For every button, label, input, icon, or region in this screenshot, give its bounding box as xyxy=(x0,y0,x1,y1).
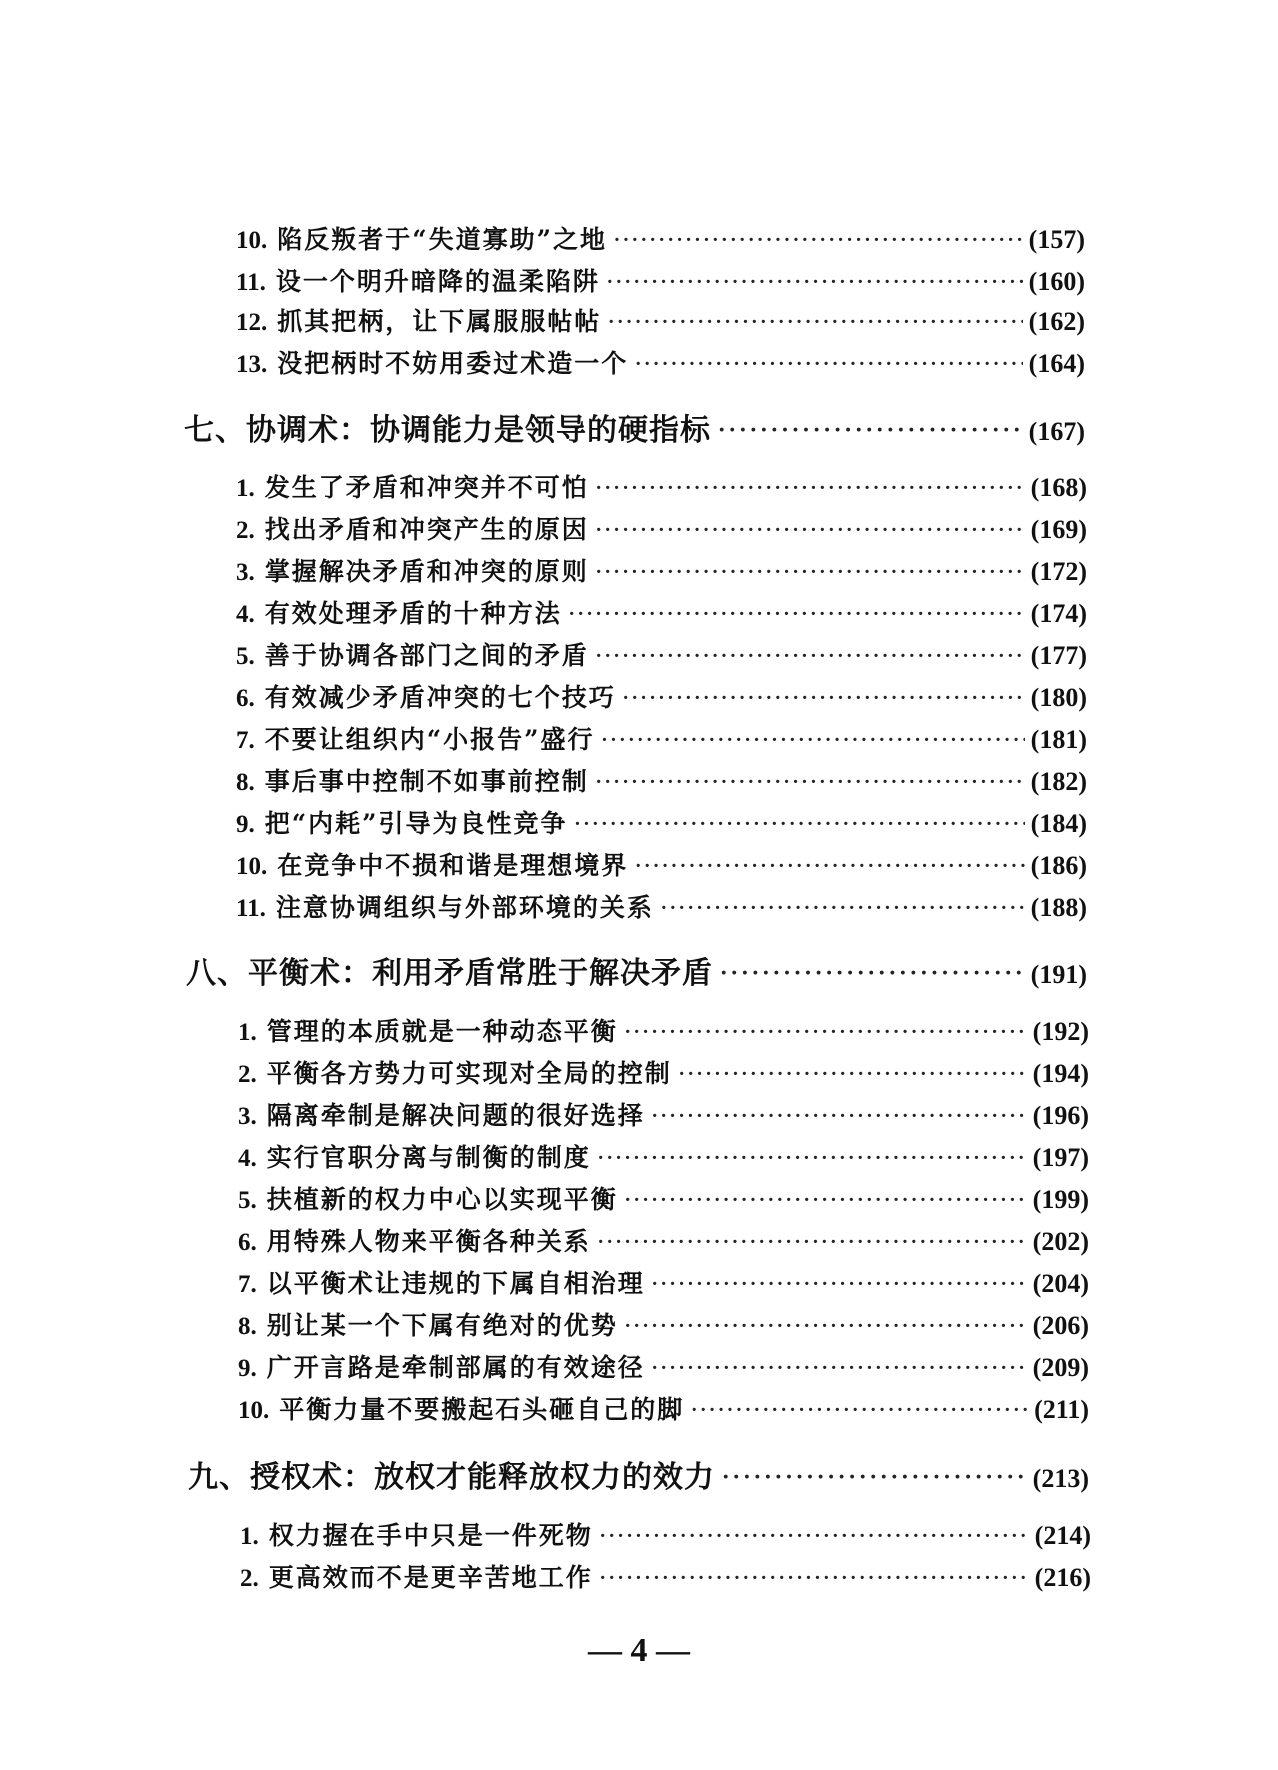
item-title: 抓其把柄，让下属服服帖帖 xyxy=(277,307,602,336)
item-number: 1. xyxy=(240,1523,259,1550)
item-title: 以平衡术让违规的下属自相治理 xyxy=(266,1269,645,1298)
item-title: 把“内耗”引导为良性竞争 xyxy=(264,809,568,838)
dot-leader xyxy=(719,956,1025,991)
toc-item xyxy=(236,344,1085,380)
item-title: 权力握在手中只是一件死物 xyxy=(268,1521,593,1550)
item-number: 4. xyxy=(236,601,255,628)
dot-leader xyxy=(595,515,1025,544)
dot-leader xyxy=(595,641,1025,670)
item-page: (162) xyxy=(1028,307,1085,336)
dot-leader xyxy=(717,413,1023,448)
dot-leader xyxy=(624,1017,1027,1046)
chapter-page: (191) xyxy=(1030,960,1087,989)
toc-item xyxy=(238,1012,1089,1048)
dot-leader xyxy=(651,1353,1027,1382)
item-page: (209) xyxy=(1032,1353,1089,1382)
item-page: (202) xyxy=(1032,1227,1089,1256)
item-title: 别让某一个下属有绝对的优势 xyxy=(266,1311,618,1340)
item-title: 掌握解决矛盾和冲突的原则 xyxy=(264,557,589,586)
item-number: 4. xyxy=(238,1145,257,1172)
item-number: 10. xyxy=(236,853,268,880)
item-page: (199) xyxy=(1032,1185,1089,1214)
item-page: (168) xyxy=(1030,473,1087,502)
item-page: (214) xyxy=(1034,1521,1091,1550)
item-page: (174) xyxy=(1030,599,1087,628)
dot-leader xyxy=(651,1101,1027,1130)
item-title: 有效减少矛盾冲突的七个技巧 xyxy=(264,683,616,712)
item-title: 没把柄时不妨用委过术造一个 xyxy=(277,349,629,378)
chapter-heading xyxy=(184,405,1085,449)
item-title: 更高效而不是更辛苦地工作 xyxy=(268,1563,593,1592)
toc-item xyxy=(238,1348,1089,1384)
dot-leader xyxy=(568,599,1025,628)
page-number-footer: — 4 — xyxy=(588,1632,690,1669)
toc-item xyxy=(236,762,1087,798)
chapter-title: 八、平衡术：利用矛盾常胜于解决矛盾 xyxy=(186,956,713,991)
toc-item xyxy=(236,220,1085,256)
item-title: 事后事中控制不如事前控制 xyxy=(264,767,589,796)
item-number: 6. xyxy=(236,685,255,712)
item-title: 实行官职分离与制衡的制度 xyxy=(266,1143,591,1172)
dot-leader xyxy=(595,473,1025,502)
item-page: (169) xyxy=(1030,515,1087,544)
item-page: (188) xyxy=(1030,893,1087,922)
item-title: 平衡各方势力可实现对全局的控制 xyxy=(266,1059,672,1088)
item-title: 扶植新的权力中心以实现平衡 xyxy=(266,1185,618,1214)
dot-leader xyxy=(721,1460,1027,1495)
item-page: (216) xyxy=(1034,1563,1091,1592)
item-number: 12. xyxy=(236,309,268,336)
dot-leader xyxy=(622,683,1025,712)
item-number: 3. xyxy=(238,1103,257,1130)
item-title: 陷反叛者于“失道寡助”之地 xyxy=(277,225,608,254)
item-page: (211) xyxy=(1034,1395,1089,1424)
toc-item xyxy=(238,1264,1089,1300)
toc-item xyxy=(238,1180,1089,1216)
item-title: 不要让组织内“小报告”盛行 xyxy=(264,725,595,754)
item-title: 在竞争中不损和谐是理想境界 xyxy=(277,851,629,880)
toc-item xyxy=(238,1222,1089,1258)
item-page: (182) xyxy=(1030,767,1087,796)
item-title: 有效处理矛盾的十种方法 xyxy=(264,599,562,628)
toc-item xyxy=(236,636,1087,672)
item-page: (164) xyxy=(1028,349,1085,378)
item-number: 11. xyxy=(236,895,266,922)
toc-item xyxy=(236,552,1087,588)
toc-item xyxy=(236,302,1085,338)
item-page: (206) xyxy=(1032,1311,1089,1340)
dot-leader xyxy=(601,725,1025,754)
item-page: (204) xyxy=(1032,1269,1089,1298)
item-number: 10. xyxy=(238,1397,270,1424)
item-page: (180) xyxy=(1030,683,1087,712)
dot-leader xyxy=(624,1185,1027,1214)
dot-leader xyxy=(690,1395,1028,1424)
dot-leader xyxy=(574,809,1025,838)
item-number: 6. xyxy=(238,1229,257,1256)
item-number: 7. xyxy=(236,727,255,754)
item-number: 9. xyxy=(236,811,255,838)
dot-leader xyxy=(624,1311,1027,1340)
dot-leader xyxy=(595,767,1025,796)
item-number: 3. xyxy=(236,559,255,586)
item-number: 8. xyxy=(236,769,255,796)
dot-leader xyxy=(597,1143,1027,1172)
chapter-page: (167) xyxy=(1028,417,1085,446)
toc-item xyxy=(240,1558,1091,1594)
dot-leader xyxy=(678,1059,1027,1088)
toc-item xyxy=(236,678,1087,714)
dot-leader xyxy=(606,267,1023,296)
item-page: (192) xyxy=(1032,1017,1089,1046)
item-page: (184) xyxy=(1030,809,1087,838)
toc-item xyxy=(238,1096,1089,1132)
dot-leader xyxy=(599,1563,1029,1592)
item-title: 注意协调组织与外部环境的关系 xyxy=(275,893,654,922)
dot-leader xyxy=(651,1269,1027,1298)
chapter-title: 九、授权术：放权才能释放权力的效力 xyxy=(188,1460,715,1495)
item-title: 设一个明升暗降的温柔陷阱 xyxy=(275,267,600,296)
toc-item xyxy=(240,1516,1091,1552)
chapter-heading xyxy=(186,948,1087,992)
item-page: (196) xyxy=(1032,1101,1089,1130)
dot-leader xyxy=(613,225,1023,254)
item-page: (157) xyxy=(1028,225,1085,254)
dot-leader xyxy=(599,1521,1029,1550)
toc-item xyxy=(236,262,1085,298)
item-number: 5. xyxy=(238,1187,257,1214)
item-number: 10. xyxy=(236,227,268,254)
item-page: (194) xyxy=(1032,1059,1089,1088)
item-title: 找出矛盾和冲突产生的原因 xyxy=(264,515,589,544)
item-title: 善于协调各部门之间的矛盾 xyxy=(264,641,589,670)
item-number: 7. xyxy=(238,1271,257,1298)
item-number: 1. xyxy=(236,475,255,502)
item-page: (177) xyxy=(1030,641,1087,670)
toc-item xyxy=(236,804,1087,840)
item-page: (186) xyxy=(1030,851,1087,880)
item-number: 11. xyxy=(236,269,266,296)
toc-item xyxy=(236,594,1087,630)
item-title: 用特殊人物来平衡各种关系 xyxy=(266,1227,591,1256)
dot-leader xyxy=(607,307,1022,336)
item-page: (172) xyxy=(1030,557,1087,586)
dot-leader xyxy=(660,893,1025,922)
item-title: 广开言路是牵制部属的有效途径 xyxy=(266,1353,645,1382)
item-number: 13. xyxy=(236,351,268,378)
item-title: 隔离牵制是解决问题的很好选择 xyxy=(266,1101,645,1130)
toc-item xyxy=(236,720,1087,756)
item-number: 8. xyxy=(238,1313,257,1340)
chapter-page: (213) xyxy=(1032,1464,1089,1493)
item-page: (181) xyxy=(1030,725,1087,754)
item-number: 2. xyxy=(240,1565,259,1592)
dot-leader xyxy=(634,851,1024,880)
toc-item xyxy=(238,1306,1089,1342)
item-number: 2. xyxy=(238,1061,257,1088)
item-title: 平衡力量不要搬起石头砸自己的脚 xyxy=(279,1395,685,1424)
chapter-title: 七、协调术：协调能力是领导的硬指标 xyxy=(184,413,711,448)
dot-leader xyxy=(597,1227,1027,1256)
item-number: 9. xyxy=(238,1355,257,1382)
item-title: 管理的本质就是一种动态平衡 xyxy=(266,1017,618,1046)
toc-item xyxy=(238,1390,1089,1426)
toc-item xyxy=(236,468,1087,504)
item-title: 发生了矛盾和冲突并不可怕 xyxy=(264,473,589,502)
dot-leader xyxy=(595,557,1025,586)
item-number: 5. xyxy=(236,643,255,670)
dot-leader xyxy=(634,349,1022,378)
item-number: 2. xyxy=(236,517,255,544)
toc-item xyxy=(238,1138,1089,1174)
toc-item xyxy=(236,888,1087,924)
toc-item xyxy=(236,510,1087,546)
item-page: (160) xyxy=(1028,267,1085,296)
toc-item xyxy=(236,846,1087,882)
toc-item xyxy=(238,1054,1089,1090)
item-number: 1. xyxy=(238,1019,257,1046)
item-page: (197) xyxy=(1032,1143,1089,1172)
chapter-heading xyxy=(188,1452,1089,1496)
